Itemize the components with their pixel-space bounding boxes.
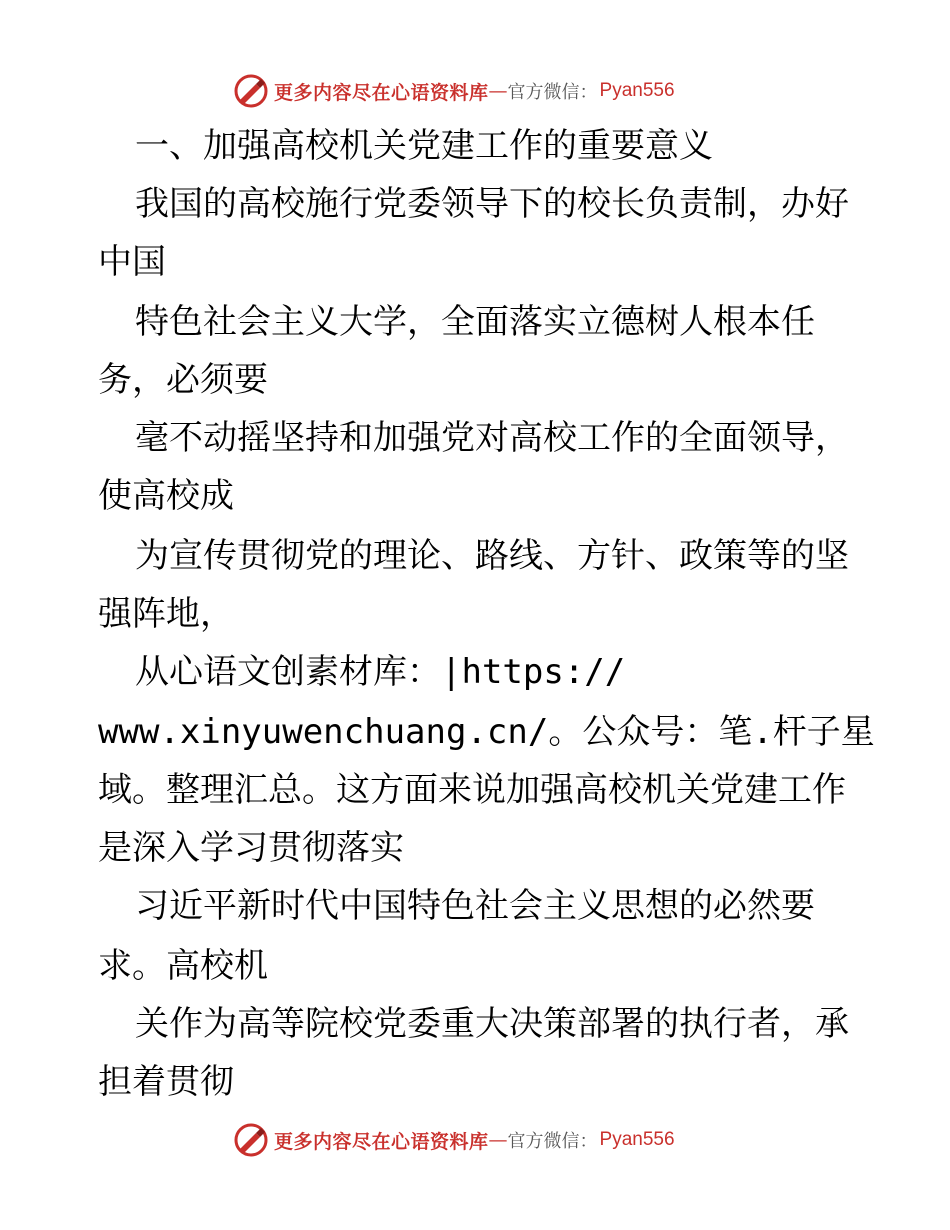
body-line: 关作为高等院校党委重大决策部署的执行者，承: [135, 1004, 849, 1044]
body-line: 我国的高校施行党委领导下的校长负责制，办好: [135, 184, 849, 224]
body-line: 强阵地，: [98, 594, 234, 634]
body-line: 中国: [98, 242, 166, 282]
body-line: 求。高校机: [98, 946, 268, 986]
body-line: 从心语文创素材库：|https://: [135, 652, 626, 692]
body-line: 特色社会主义大学，全面落实立德树人根本任: [135, 302, 815, 342]
footer-banner-text: 更多内容尽在心语资料库: [274, 1130, 489, 1153]
body-line: 习近平新时代中国特色社会主义思想的必然要: [135, 886, 815, 926]
header-wechat-id: Pyan556: [599, 80, 675, 101]
body-line: 务，必须要: [98, 360, 268, 400]
body-line: www.xinyuwenchuang.cn/。公众号：笔.杆子星: [98, 712, 875, 752]
footer-wechat-label: 官方微信：: [507, 1131, 598, 1152]
body-line: 是深入学习贯彻落实: [98, 828, 404, 868]
header-wechat-label: 官方微信：: [507, 82, 598, 103]
header-banner-text: 更多内容尽在心语资料库: [274, 81, 489, 104]
section-heading: 一、加强高校机关党建工作的重要意义: [135, 126, 713, 166]
footer-wechat-id: Pyan556: [599, 1129, 675, 1150]
body-line: 使高校成: [98, 476, 234, 516]
body-line: 毫不动摇坚持和加强党对高校工作的全面领导，: [135, 418, 849, 458]
header-banner: [234, 72, 734, 110]
body-line: 域。整理汇总。这方面来说加强高校机关党建工作: [98, 770, 846, 810]
footer-banner-separator: —: [488, 1129, 508, 1151]
header-banner-separator: —: [488, 80, 508, 102]
body-line: 为宣传贯彻党的理论、路线、方针、政策等的坚: [135, 536, 849, 576]
body-line: 担着贯彻: [98, 1062, 234, 1102]
pen-logo-icon: [234, 74, 268, 108]
footer-banner: [234, 1121, 734, 1159]
pen-logo-icon: [234, 1123, 268, 1157]
